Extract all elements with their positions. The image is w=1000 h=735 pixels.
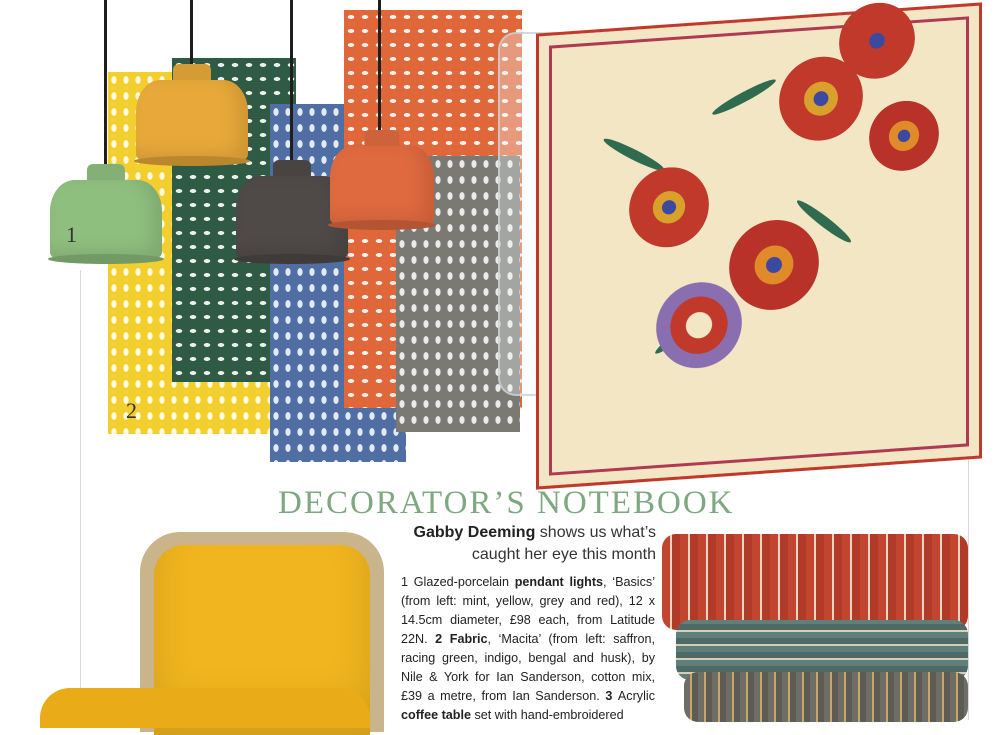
body-text: set with hand-embroidered	[471, 708, 624, 722]
lamp-red	[330, 130, 434, 230]
body-product: pendant lights	[514, 575, 604, 589]
body-text: 1	[401, 575, 414, 589]
lamp-cord	[104, 0, 107, 170]
chair-seat	[40, 688, 370, 728]
body-product: coffee table	[401, 708, 471, 722]
lamp-yellow	[136, 64, 248, 166]
item-number-2: 2	[126, 398, 137, 423]
acrylic-coffee-table	[498, 8, 978, 478]
item-number-1: 1	[66, 222, 77, 247]
body-text: Glazed-porcelain	[413, 575, 515, 589]
byline-text: shows us what’s caught her eye this month	[471, 524, 656, 563]
article-body	[401, 573, 655, 725]
body-text: Acrylic	[617, 689, 655, 703]
lamp-cord	[190, 0, 193, 70]
lamp-cord	[378, 0, 381, 136]
throw-grey	[684, 672, 968, 722]
body-product: 2 Fabric	[435, 632, 488, 646]
lamp-cord	[290, 0, 293, 168]
body-number: 3	[605, 689, 618, 703]
body-text: , ‘Macita’ (from left: saffron, racing green, indigo, bengal and husk), by Nile & York for Ian Sanderson, cotton mix, £39 a metre, from Ian Sanderson.	[401, 632, 655, 703]
author-name: Gabby Deeming	[413, 524, 536, 541]
embroidered-runner	[536, 2, 982, 489]
throw-red	[662, 534, 968, 630]
body-text: , ‘Basics’ (from left: mint, yellow, grey and red), 12 x 14.5cm diameter, £98 each, from Latitude 22N.	[401, 575, 655, 646]
lamp-mint	[50, 164, 162, 264]
column-rule-left	[80, 270, 81, 720]
article-heading: DECORATOR’S NOTEBOOK	[278, 485, 735, 521]
article-byline	[394, 522, 656, 566]
throw-teal	[676, 620, 968, 680]
